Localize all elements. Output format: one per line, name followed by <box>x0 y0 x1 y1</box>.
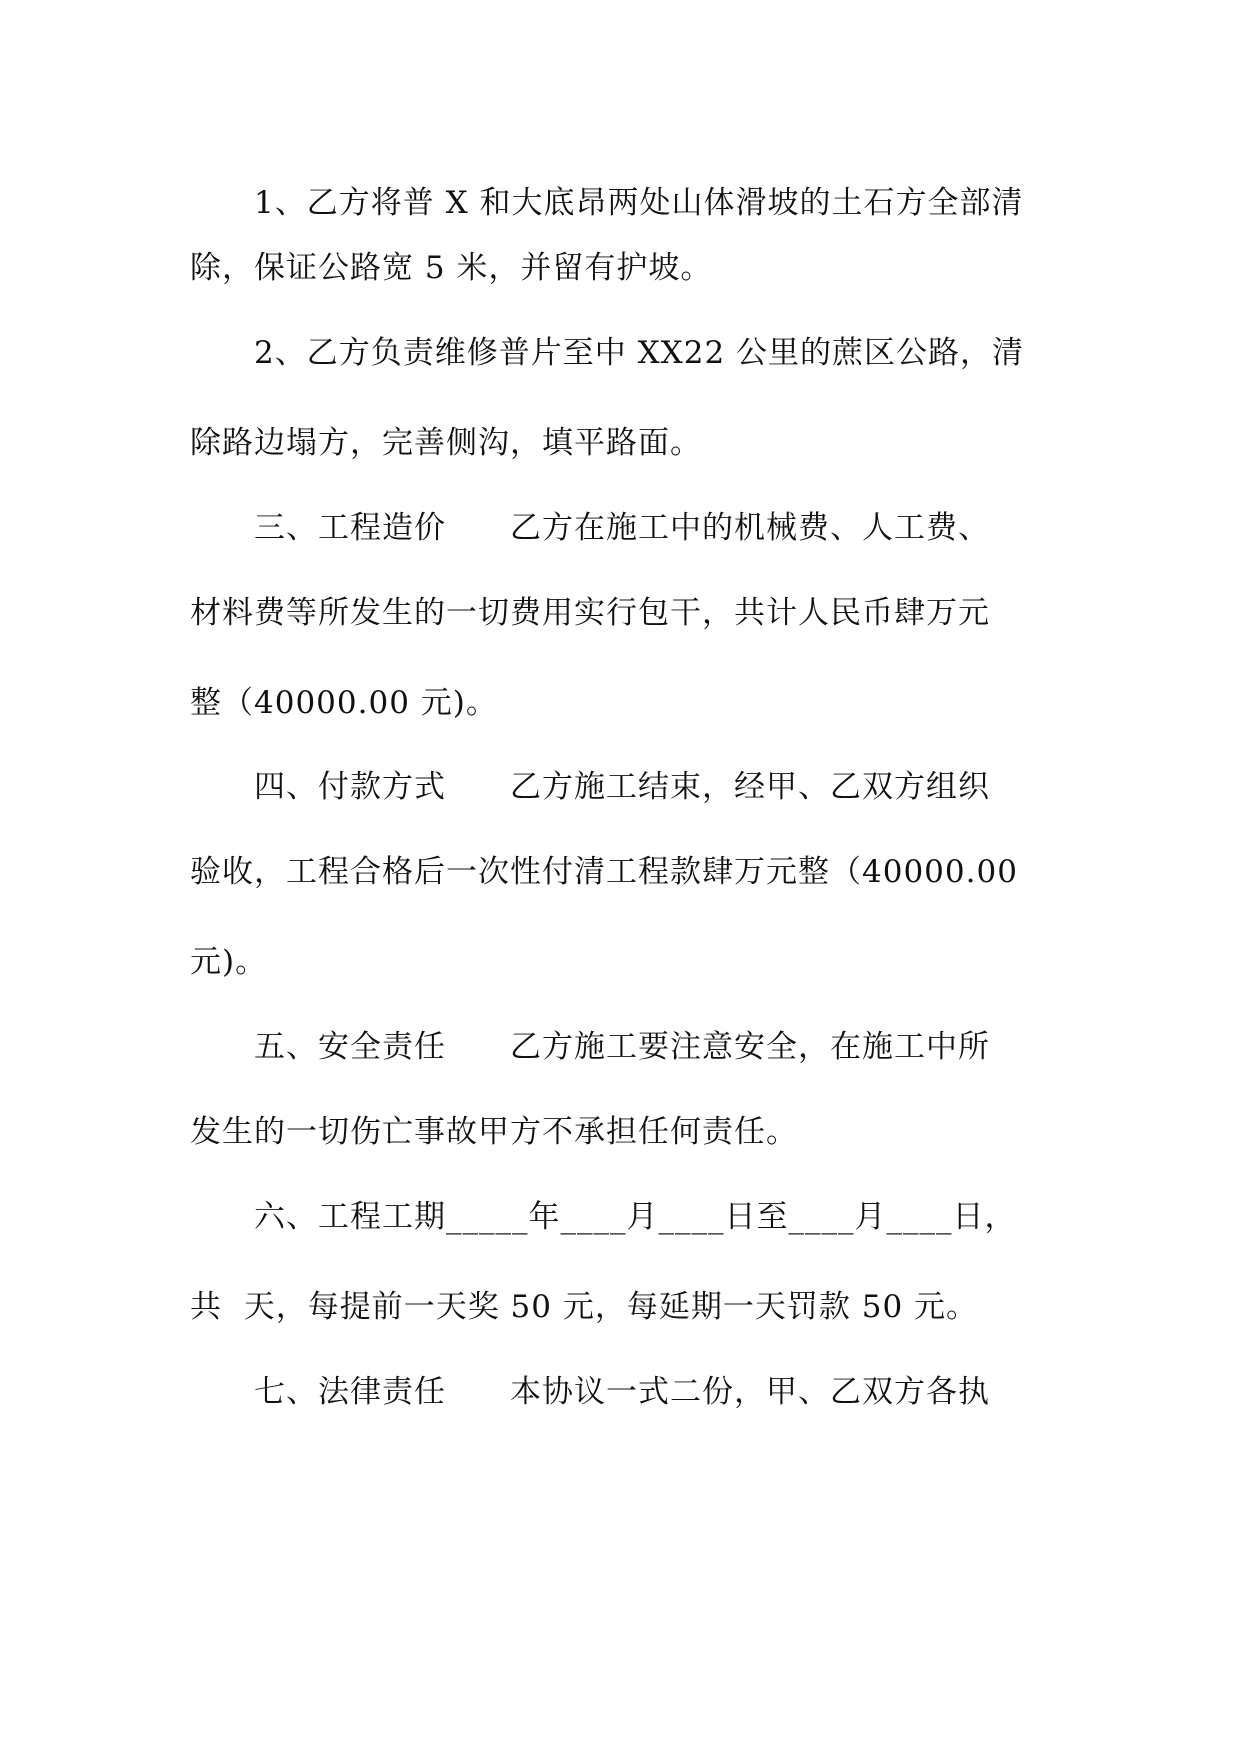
section-4-line-3: 元)。 <box>190 944 268 980</box>
section-6-line-2: 共 天，每提前一天奖 50 元，每延期一天罚款 50 元。 <box>190 1289 979 1325</box>
clause-2-line-2: 除路边塌方，完善侧沟，填平路面。 <box>190 425 702 461</box>
section-3-line-1: 三、工程造价 乙方在施工中的机械费、人工费、 <box>254 510 990 546</box>
section-6-line-1: 六、工程工期_____年____月____日至____月____日， <box>254 1199 1017 1235</box>
clause-1-line-2: 除，保证公路宽 5 米，并留有护坡。 <box>190 250 713 286</box>
section-7-line-1: 七、法律责任 本协议一式二份，甲、乙双方各执 <box>254 1374 990 1410</box>
section-3-line-2: 材料费等所发生的一切费用实行包干，共计人民币肆万元 <box>190 595 990 631</box>
section-4-line-2: 验收，工程合格后一次性付清工程款肆万元整（40000.00 <box>190 854 1018 890</box>
section-5-line-2: 发生的一切伤亡事故甲方不承担任何责任。 <box>190 1114 798 1150</box>
section-4-line-1: 四、付款方式 乙方施工结束，经甲、乙双方组织 <box>254 769 990 805</box>
clause-1-line-1: 1、乙方将普 X 和大底昂两处山体滑坡的土石方全部清 <box>254 185 1024 221</box>
clause-2-line-1: 2、乙方负责维修普片至中 XX22 公里的蔗区公路，清 <box>254 335 1025 371</box>
section-3-line-3: 整（40000.00 元)。 <box>190 685 498 721</box>
section-5-line-1: 五、安全责任 乙方施工要注意安全，在施工中所 <box>254 1029 990 1065</box>
